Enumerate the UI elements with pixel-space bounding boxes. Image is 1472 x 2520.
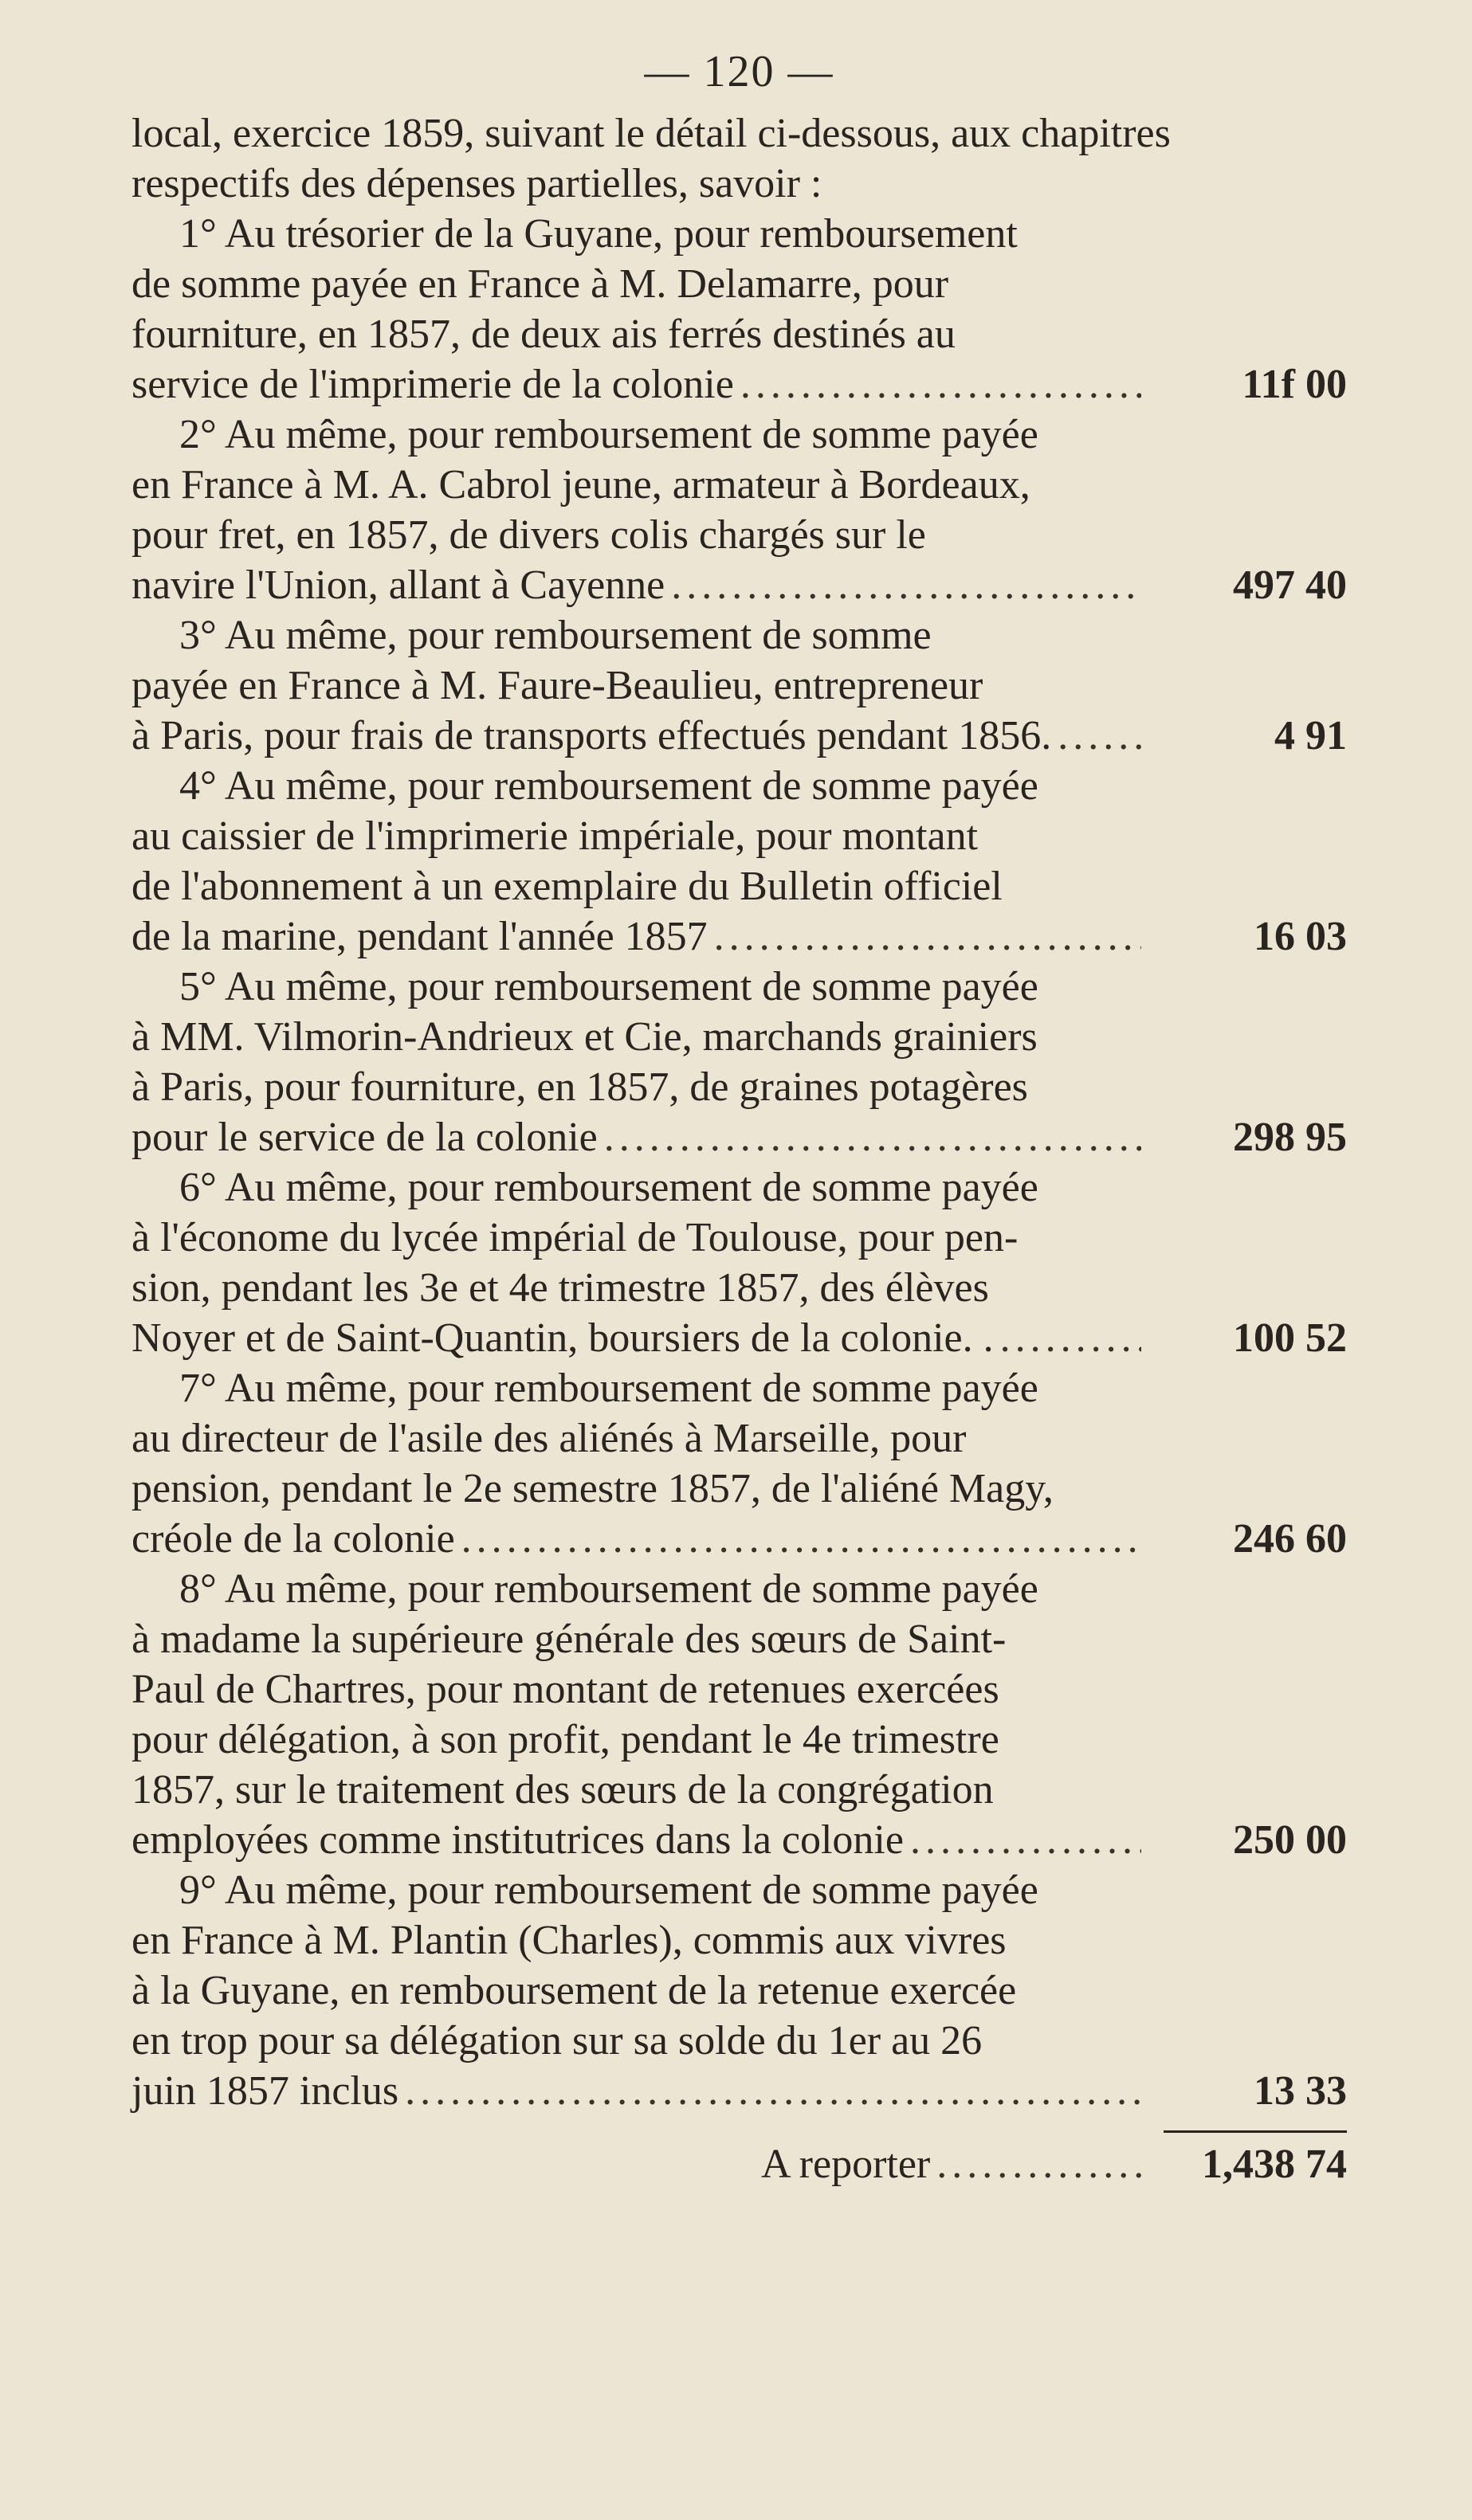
item-text-line: de l'abonnement à un exemplaire du Bulletin officiel [131, 864, 1003, 909]
expense-items-list [131, 209, 1347, 2116]
item-text-line: 3° Au même, pour remboursement de somme [179, 613, 932, 658]
item-text-line: à MM. Vilmorin-Andrieux et Cie, marchands grainiers [131, 1014, 1038, 1060]
item-text-line: pour délégation, à son profit, pendant le 4e trimestre [131, 1717, 999, 1762]
item-last-line [131, 560, 1347, 610]
item-text-line: 8° Au même, pour remboursement de somme payée [179, 1566, 1038, 1612]
item-last-line [131, 359, 1347, 410]
item-text-line: pour fret, en 1857, de divers colis chargés sur le [131, 512, 926, 558]
expense-item-6 [131, 1162, 1347, 1363]
expense-item-7 [131, 1363, 1347, 1564]
item-text-line: en trop pour sa délégation sur sa solde du 1er au 26 [131, 2018, 983, 2063]
expense-item-8 [131, 1564, 1347, 1865]
item-last-text: pour le service de la colonie [131, 1115, 598, 1160]
leader-dots [910, 1815, 1141, 1865]
item-last-line [131, 1815, 1347, 1865]
leader-dots [1058, 711, 1141, 761]
item-last-text: navire l'Union, allant à Cayenne [131, 562, 665, 608]
item-text-line: au caissier de l'imprimerie impériale, pour montant [131, 813, 979, 859]
item-text-line: en France à M. Plantin (Charles), commis aux vivres [131, 1918, 1007, 1963]
leader-dots [714, 911, 1141, 962]
item-text-line: 4° Au même, pour remboursement de somme payée [179, 763, 1038, 809]
item-text-line: payée en France à M. Faure-Beaulieu, entrepreneur [131, 663, 983, 708]
item-amount: 250 00 [1233, 1817, 1347, 1863]
item-text-line: à la Guyane, en remboursement de la retenue exercée [131, 1968, 1017, 2013]
document-page [131, 40, 1347, 2189]
item-text-line: 5° Au même, pour remboursement de somme payée [179, 964, 1038, 1009]
leader-dots [740, 359, 1141, 410]
item-amount: 100 52 [1233, 1315, 1347, 1361]
expense-item-9 [131, 1865, 1347, 2116]
intro-line: local, exercice 1859, suivant le détail ci-dessous, aux chapitres [131, 111, 1171, 156]
item-text-line: pension, pendant le 2e semestre 1857, de l'aliéné Magy, [131, 1466, 1054, 1511]
item-last-text: employées comme institutrices dans la colonie [131, 1817, 904, 1863]
item-amount: 4 91 [1274, 713, 1347, 758]
item-amount: 246 60 [1233, 1516, 1347, 1562]
item-last-text: service de l'imprimerie de la colonie [131, 362, 734, 407]
item-text-line: de somme payée en France à M. Delamarre, pour [131, 261, 949, 307]
item-amount: 16 03 [1254, 914, 1347, 959]
expense-item-2 [131, 410, 1347, 610]
leader-dots [604, 1112, 1141, 1162]
leader-dots [936, 2139, 1141, 2189]
item-last-line [131, 1313, 1347, 1363]
item-text-line: 6° Au même, pour remboursement de somme payée [179, 1165, 1038, 1210]
item-last-line [131, 911, 1347, 962]
item-last-text: à Paris, pour frais de transports effectués pendant 1856. [131, 713, 1052, 758]
expense-item-5 [131, 962, 1347, 1162]
leader-dots [461, 1514, 1141, 1564]
item-amount: 13 33 [1254, 2068, 1347, 2114]
item-last-text: Noyer et de Saint-Quantin, boursiers de la colonie. . [131, 1315, 994, 1361]
item-text-line: 2° Au même, pour remboursement de somme payée [179, 412, 1038, 457]
intro-paragraph [131, 108, 1355, 209]
page-number: — 120 — [644, 47, 834, 96]
item-last-line [131, 711, 1347, 761]
item-text-line: sion, pendant les 3e et 4e trimestre 1857, des élèves [131, 1265, 989, 1311]
item-last-text: créole de la colonie [131, 1516, 455, 1562]
item-text-line: fourniture, en 1857, de deux ais ferrés destinés au [131, 312, 956, 357]
expense-item-1 [131, 209, 1347, 410]
total-row [761, 2139, 1347, 2189]
item-last-line [131, 1514, 1347, 1564]
item-text-line: 1857, sur le traitement des sœurs de la congrégation [131, 1767, 994, 1813]
item-text-line: 9° Au même, pour remboursement de somme payée [179, 1867, 1038, 1913]
item-text-line: à l'économe du lycée impérial de Toulouse, pour pen- [131, 1215, 1019, 1260]
item-text-line: à Paris, pour fourniture, en 1857, de graines potagères [131, 1064, 1028, 1110]
item-last-text: de la marine, pendant l'année 1857 [131, 914, 708, 959]
expense-item-3 [131, 610, 1347, 761]
total-rule [1164, 2130, 1347, 2133]
item-amount: 497 40 [1233, 562, 1347, 608]
item-amount: 298 95 [1233, 1115, 1347, 1160]
item-amount: 11f 00 [1242, 362, 1347, 407]
item-text-line: 1° Au trésorier de la Guyane, pour remboursement [179, 211, 1018, 257]
leader-dots [1000, 1313, 1141, 1363]
item-text-line: 7° Au même, pour remboursement de somme payée [179, 1366, 1038, 1411]
total-label: A reporter [761, 2142, 931, 2187]
item-text-line: à madame la supérieure générale des sœurs de Saint- [131, 1617, 1007, 1662]
item-text-line: Paul de Chartres, pour montant de retenues exercées [131, 1667, 999, 1712]
item-last-line [131, 2066, 1347, 2116]
item-last-text: juin 1857 inclus [131, 2068, 399, 2114]
item-last-line [131, 1112, 1347, 1162]
leader-dots [405, 2066, 1141, 2116]
leader-dots [671, 560, 1141, 610]
item-text-line: au directeur de l'asile des aliénés à Marseille, pour [131, 1416, 967, 1461]
expense-item-4 [131, 761, 1347, 962]
intro-line: respectifs des dépenses partielles, savoir : [131, 161, 822, 206]
item-text-line: en France à M. A. Cabrol jeune, armateur à Bordeaux, [131, 462, 1030, 508]
total-amount: 1,438 74 [1202, 2142, 1347, 2187]
